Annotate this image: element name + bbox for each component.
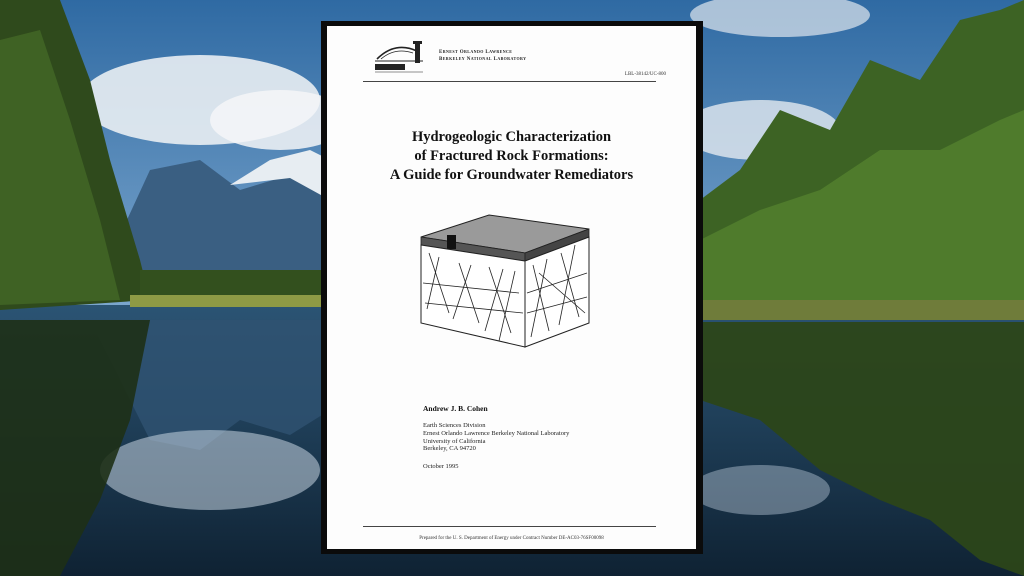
contract-footer: Prepared for the U. S. Department of Energy under Contract Number DE-AC03-76SF00098 (419, 536, 604, 541)
berkeley-lab-logo (371, 37, 435, 77)
header-divider (363, 81, 656, 82)
fractured-rock-block-diagram (419, 213, 591, 349)
document-frame (321, 21, 703, 554)
affiliation-line: Earth Sciences Division (423, 422, 486, 429)
report-number: LBL-38142/UC-800 (624, 72, 666, 77)
document-title (327, 128, 696, 185)
affiliation-line: University of California (423, 437, 486, 445)
title-line-2: of Fractured Rock Formations: (414, 148, 609, 164)
lab-name-line1: Ernest Orlando Lawrence (439, 50, 513, 55)
publication-date: October 1995 (423, 463, 459, 470)
document-cover-page (327, 26, 696, 549)
title-line-3: A Guide for Groundwater Remediators (389, 167, 634, 183)
affiliation-line: Ernest Orlando Lawrence Berkeley National Laboratory (423, 429, 570, 437)
affiliation-line: Berkeley, CA 94720 (423, 445, 476, 453)
lab-name (439, 49, 526, 63)
author-name: Andrew J. B. Cohen (423, 404, 488, 413)
lab-name-line2: Berkeley National Laboratory (439, 57, 527, 62)
footer-divider (363, 526, 656, 527)
author-affiliation (423, 422, 569, 453)
title-line-1: Hydrogeologic Characterization (411, 129, 612, 145)
